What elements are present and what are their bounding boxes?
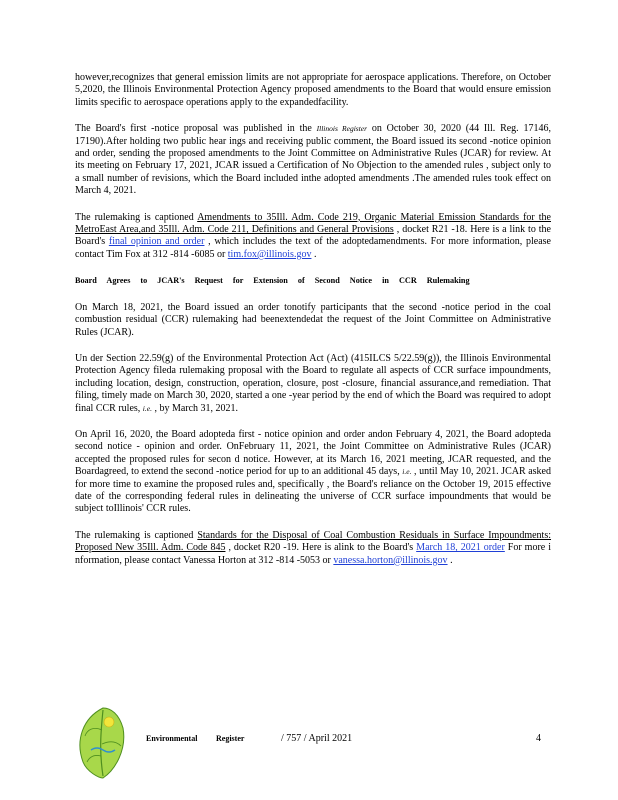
paragraph-section-22-59 bbox=[75, 353, 551, 415]
paragraph-text: , by March 31, 2021. bbox=[151, 402, 239, 414]
march-18-order-link[interactable]: March 18, 2021 order bbox=[416, 542, 505, 554]
section-heading: Board Agrees to JCAR's Request for Extension of Second Notice in CCR Rulemaking bbox=[75, 276, 470, 286]
main-content bbox=[75, 72, 551, 581]
paragraph-rulemaking-caption-r21-18 bbox=[75, 212, 551, 262]
footer-publication-name: Environmental bbox=[146, 734, 198, 743]
paragraph-text: , until May 10, 2021. JCAR asked for more time to examine the proposed rules and, specifically , the Board's reliance on the October 19, 2015 effective date of the corresponding federal rules in delineating the universe of CCR surface impoundments that would be subject toIllinois' CCR rules. bbox=[75, 466, 551, 515]
final-opinion-order-link[interactable]: final opinion and order bbox=[108, 236, 205, 248]
paragraph-text: Un der Section 22.59(g) of the Environmental Protection Act (Act) (415ILCS 5/22.59(g)), the Illinois Environmental Protection Agency fileda rulemaking proposal with the Board to regulate all aspects of CCR surface impoundments, including location, design, construction, operation, closure, post -closure, financial assurance,and remediation. That filing, timely made on March 30, 2020, started a one -year period by the end of which the Board was required to adopt final CCR rules, bbox=[75, 352, 551, 414]
footer-issue: / 757 / April 2021 bbox=[281, 733, 353, 744]
paragraph-text: , which includes the text of the adoptedamendments. For more information, please contact Tim Fox at 312 -814 -6085 or bbox=[75, 236, 551, 260]
paragraph-text: . bbox=[311, 248, 317, 260]
illinois-register-title: Illinois Register bbox=[316, 124, 368, 134]
rulemaking-caption: Standards for the Disposal of Coal Combustion Residuals in Surface Impoundments: Proposed New 35Ill. Adm. Code 845 bbox=[75, 529, 552, 554]
paragraph-text: however,recognizes that general emission limits are not appropriate for aerospace applications. Therefore, on October 5,2020, the Illinois Environmental Protection Agency proposed amendments to the Board that would ensure emission limits specific to aerospace operations apply to the expandedfacility. bbox=[75, 72, 551, 108]
paragraph-text: The rulemaking is captioned bbox=[75, 529, 198, 541]
paragraph-text: On March 18, 2021, the Board issued an order tonotify participants that the second -notice period in the coal combustion residual (CCR) rulemaking had beenextendedat the request of the Joint Committee on Administrative Rules (JCAR). bbox=[75, 301, 551, 338]
paragraph-first-notice bbox=[75, 123, 551, 197]
paragraph-text: , docket R20 -19. Here is alink to the Board's bbox=[225, 542, 417, 554]
paragraph-april-2020 bbox=[75, 429, 551, 516]
vanessa-horton-email-link[interactable]: vanessa.horton@illinois.gov bbox=[333, 554, 448, 566]
paragraph-text: . bbox=[447, 554, 453, 566]
paragraph-ccr-extension bbox=[75, 302, 551, 339]
paragraph-rulemaking-caption-r20-19 bbox=[75, 530, 551, 567]
page-footer bbox=[0, 730, 618, 770]
tim-fox-email-link[interactable]: tim.fox@illinois.gov bbox=[227, 248, 312, 260]
paragraph-text: on October 30, 2020 (44 Ill. Reg. 17146, 17190).After holding two public hear ings and receiving public comment, the Board issued its second -notice opinion and order, sending the proposed amendments to the Joint Committee on Administrative Rules (JCAR) for review. At its meeting on February 17, 2021, JCAR issued a Certification of No Objection to the amended rules , subject only to a small number of revisions, which the Board included inthe adopted amendments .The amended rules took effect on March 4, 2021. bbox=[75, 123, 551, 197]
paragraph-text: , docket R21 -18. Here is a link to the Board's bbox=[75, 224, 551, 248]
ie-abbreviation: i.e. bbox=[142, 403, 152, 413]
page-number: 4 bbox=[536, 733, 541, 744]
paragraph-text: For more i nformation, please contact Vanessa Horton at 312 -814 -5053 or bbox=[75, 542, 551, 566]
paragraph-aerospace bbox=[75, 72, 551, 109]
footer-register-label: Register bbox=[216, 734, 245, 743]
paragraph-text: On April 16, 2020, the Board adopteda first - notice opinion and order andon February 4, 2021, the Board adopteda second notice - opinion and order. OnFebruary 11, 2021, the Joint Committee on Administrative Rules (JCAR) accepted the proposed rules for secon d notice. However, at its March 16, 2021 meeting, JCAR requested, and the Boardagreed, to extend the second -notice period for up to an additional 45 days, bbox=[75, 428, 551, 478]
rulemaking-caption: Amendments to 35Ill. Adm. Code 219, Organic Material Emission Standards for the MetroEast Area,and 35Ill. Adm. Code 211, Definitions and General Provisions bbox=[75, 211, 551, 236]
ie-abbreviation: i.e. bbox=[402, 467, 412, 477]
paragraph-text: The Board's first -notice proposal was published in the bbox=[75, 123, 317, 135]
paragraph-text: The rulemaking is captioned bbox=[75, 211, 198, 223]
